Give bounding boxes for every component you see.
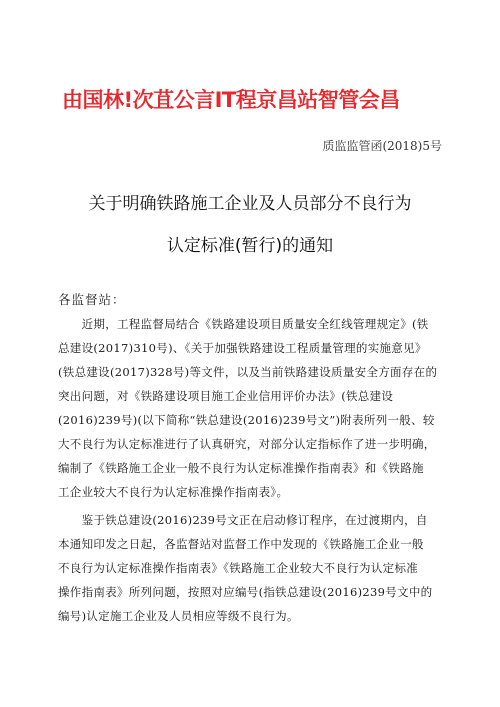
body-line: 不良行为认定标准操作指南表》《铁路施工企业较大不良行为认定标准 <box>58 561 419 575</box>
body-line: 工企业较大不良行为认定标准操作指南表》。 <box>58 485 289 499</box>
body-line: 编号)认定施工企业及人员相应等级不良行为。 <box>58 609 299 623</box>
body-line: 突出问题，对《铁路建设项目施工企业信用评价办法》(铁总建设 <box>58 389 394 403</box>
body-line: 操作指南表》所列问题，按照对应编号(指铁总建设(2016)239号文中的 <box>58 585 433 599</box>
body-line: 总建设(2017)310号)、《关于加强铁路建设工程质量管理的实施意见》 <box>58 341 427 355</box>
body-line: 编制了《铁路施工企业一般不良行为认定标准操作指南表》和《铁路施 <box>58 461 424 475</box>
document-number: 质监监管函(2018)5号 <box>322 139 442 153</box>
body-line: (铁总建设(2017)328号)等文件，以及当前铁路建设质量安全方面存在的 <box>58 365 438 379</box>
title-line-2: 认定标准(暂行)的通知 <box>166 236 334 256</box>
body-line: (2016)239号)(以下简称“铁总建设(2016)239号文”)附表所列一般、较 <box>58 413 435 427</box>
body-line: 本通知印发之日起，各监督站对监督工作中发现的《铁路施工企业一般 <box>58 537 424 551</box>
letterhead: 由国林!次苴公言IT程京昌站智管会昌 <box>62 88 400 112</box>
body-line: 近期，工程监督局结合《铁路建设项目质量安全红线管理规定》(铁 <box>58 317 429 331</box>
title-line-1: 关于明确铁路施工企业及人员部分不良行为 <box>88 194 412 214</box>
body-line: 鉴于铁总建设(2016)239号文正在启动修订程序，在过渡期内，自 <box>58 513 428 527</box>
salutation: 各监督站： <box>58 292 126 307</box>
body-line: 大不良行为认定标准进行了认真研究，对部分认定指标作了进一步明确， <box>58 437 436 451</box>
